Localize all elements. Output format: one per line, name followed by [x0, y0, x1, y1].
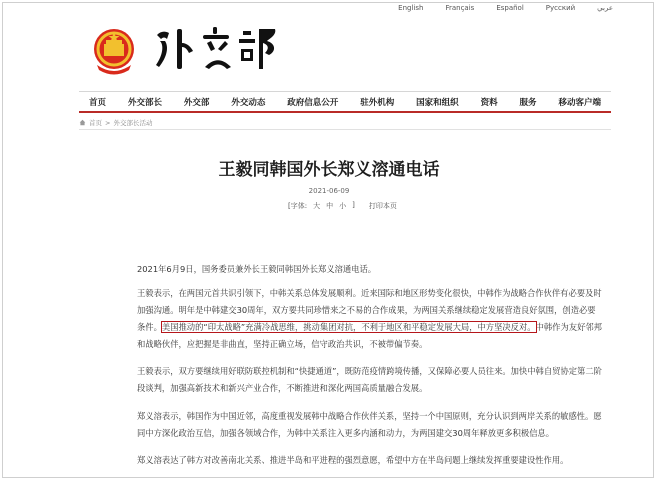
font-size-small[interactable]: 小 — [339, 202, 347, 210]
article-title: 王毅同韩国外长郑义溶通电话 — [218, 160, 440, 180]
paragraph-3: 王毅表示，双方要继续用好联防联控机制和“快捷通道”，既防范疫情跨境传播，又保障必要人员往来。加快中韩自贸协定第二阶段谈判，加强高新技术和新兴产业合作，不断推进和深化两国高质量融合发展。 — [137, 366, 602, 393]
breadcrumb-home[interactable]: 首页 — [89, 119, 102, 127]
paragraph-2-part-b: 中韩作为友好邻邦和战略伙伴，应把握是非曲直，坚持正确立场，信守政治共识，不被带偏节奏。 — [137, 322, 602, 349]
divider — [79, 129, 611, 130]
nav-ministry[interactable]: 外交部 — [183, 97, 210, 108]
language-bar — [398, 4, 613, 12]
nav-foreign-minister[interactable]: 外交部长 — [127, 97, 162, 108]
paragraph-1: 2021年6月9日，国务委员兼外长王毅同韩国外长郑义溶通电话。 — [137, 264, 377, 274]
main-nav — [79, 91, 611, 113]
lang-spanish[interactable]: Español — [496, 4, 524, 12]
home-icon — [79, 119, 86, 126]
calligraphy-logo-icon — [151, 21, 281, 77]
breadcrumb-section[interactable]: 外交部长活动 — [113, 119, 153, 127]
font-size-large[interactable]: 大 — [313, 202, 321, 210]
print-page-link[interactable]: 打印本页 — [368, 202, 397, 210]
nav-mobile-app[interactable]: 移动客户端 — [558, 97, 601, 108]
lang-russian[interactable]: Русский — [545, 4, 576, 12]
nav-gov-info[interactable]: 政府信息公开 — [287, 97, 339, 108]
lang-french[interactable]: Français — [445, 4, 475, 12]
nav-resources[interactable]: 资料 — [480, 97, 498, 108]
national-emblem-icon[interactable] — [91, 27, 137, 75]
paragraph-2 — [120, 285, 603, 353]
paragraph-4: 郑义溶表示，韩国作为中国近邻，高度重视发展韩中战略合作伙伴关系，坚持一个中国原则，充分认识到两岸关系的敏感性。愿同中方深化政治互信，加强各领域合作，为韩中关系注入更多内涵和动力，为两国建交30周年释放更多积极信息。 — [137, 411, 602, 438]
font-size-label: [字体: — [288, 202, 308, 210]
paragraph-2-part-a: 王毅表示，在两国元首共识引领下，中韩关系总体发展顺利。近来国际和地区形势变化很快，中韩作为战略合作伙伴有必要及时加强沟通。明年是中韩建交30周年，双方要共同珍惜来之不易的合作成果，为两国关系继续稳定发展营造良好氛围，创造必要条件。 — [137, 288, 602, 332]
lang-english[interactable]: English — [398, 4, 424, 12]
article-tools — [288, 201, 397, 211]
lang-arabic[interactable]: عربي — [597, 4, 613, 12]
nav-countries[interactable]: 国家和组织 — [416, 97, 459, 108]
paragraph-5: 郑义溶表达了韩方对改善南北关系、推进半岛和平进程的强烈意愿，希望中方在半岛问题上继续发挥重要建设性作用。 — [137, 455, 569, 465]
nav-diplomatic-news[interactable]: 外交动态 — [231, 97, 266, 108]
ministry-logo[interactable] — [151, 21, 281, 77]
font-size-medium[interactable]: 中 — [326, 202, 334, 210]
nav-missions-abroad[interactable]: 驻外机构 — [360, 97, 395, 108]
breadcrumb — [79, 118, 152, 127]
nav-home[interactable]: 首页 — [89, 97, 107, 108]
nav-services[interactable]: 服务 — [519, 97, 537, 108]
page-frame — [2, 2, 654, 478]
article-date: 2021-06-09 — [308, 187, 350, 195]
font-size-label-close: ] — [352, 201, 355, 209]
breadcrumb-separator: > — [105, 118, 111, 127]
highlighted-quote: 美国推动的“印太战略”充满冷战思维，挑动集团对抗，不利于地区和平稳定发展大局，中方坚决反对。 — [161, 322, 536, 332]
